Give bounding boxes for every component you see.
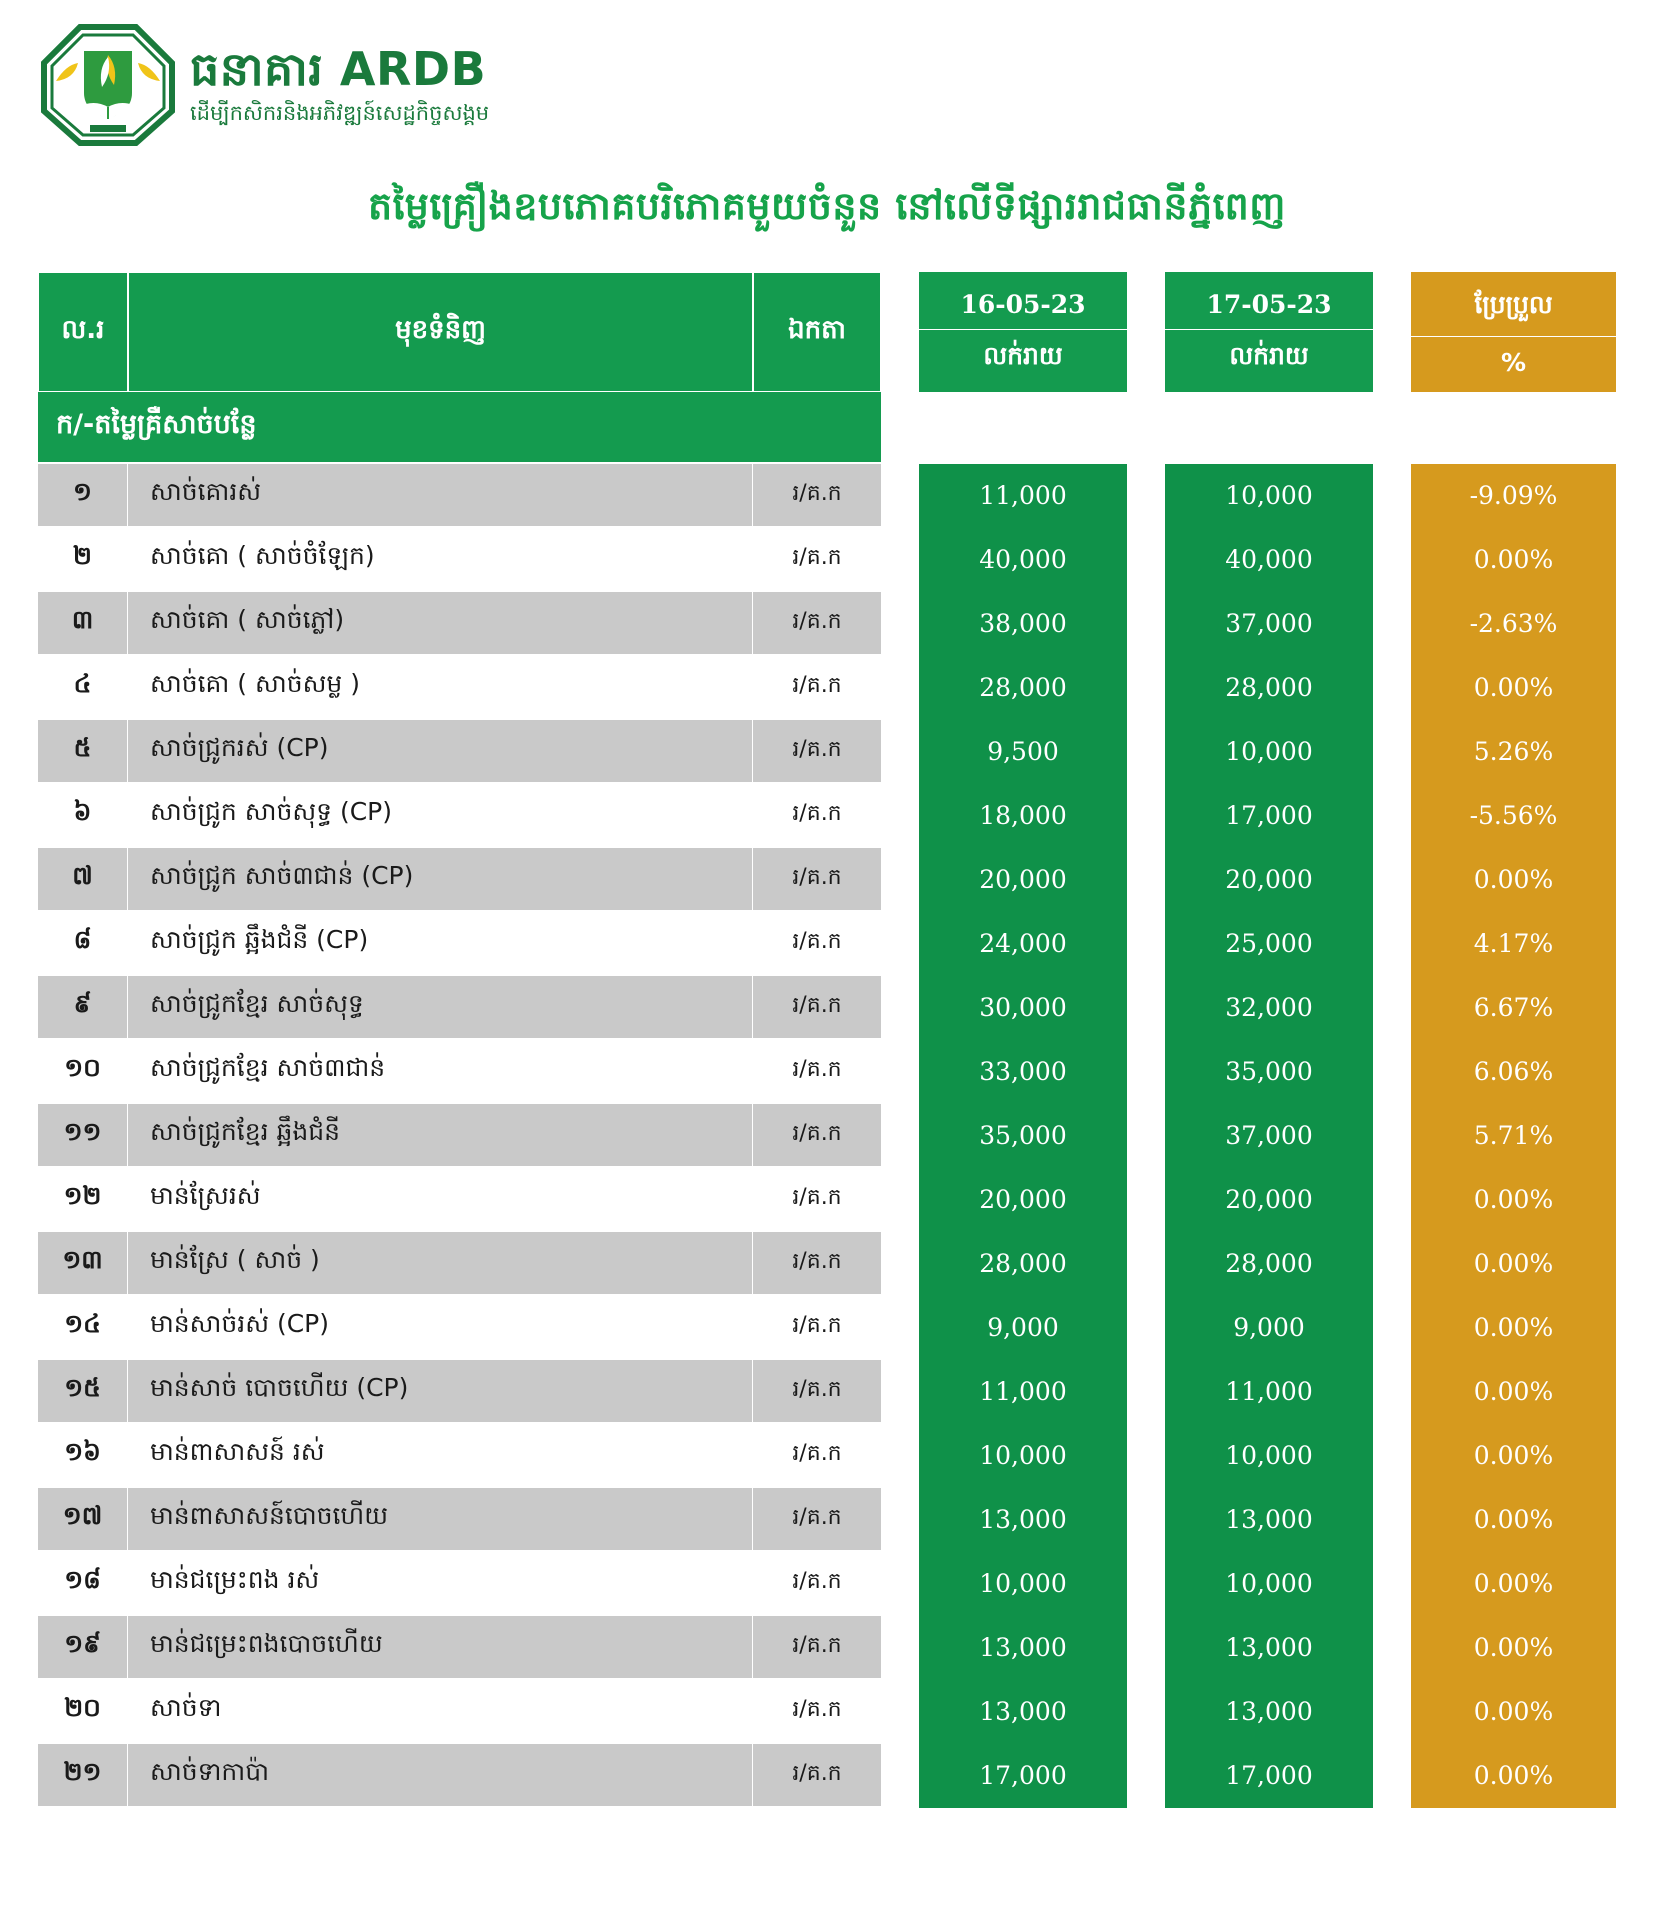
table-row xyxy=(38,464,1616,528)
row-price-date2: 13,000 xyxy=(1165,1488,1373,1552)
row-number: ១៧ xyxy=(38,1488,128,1552)
spacer-cell xyxy=(1127,1232,1165,1296)
spacer-cell xyxy=(881,976,919,1040)
row-price-date1: 11,000 xyxy=(919,1360,1127,1424)
spacer-cell xyxy=(1127,1488,1165,1552)
row-change-pct: 0.00% xyxy=(1411,1680,1616,1744)
spacer-cell xyxy=(1373,1488,1411,1552)
spacer-cell xyxy=(1373,1040,1411,1104)
row-price-date2: 11,000 xyxy=(1165,1360,1373,1424)
spacer-cell xyxy=(881,1680,919,1744)
spacer-cell xyxy=(1127,464,1165,528)
row-price-date1: 20,000 xyxy=(919,848,1127,912)
row-item-name: សាច់ជ្រូករស់ (CP) xyxy=(128,720,753,784)
table-row xyxy=(38,848,1616,912)
row-item-name: មាន់សាច់រស់ (CP) xyxy=(128,1296,753,1360)
table-row xyxy=(38,1616,1616,1680)
row-price-date1: 13,000 xyxy=(919,1680,1127,1744)
spacer-cell xyxy=(1373,1296,1411,1360)
spacer-cell xyxy=(1373,392,1411,464)
spacer-2 xyxy=(1127,272,1165,392)
row-number: ១០ xyxy=(38,1040,128,1104)
row-number: ៥ xyxy=(38,720,128,784)
row-item-name: មាន់ជម្រេះពង រស់ xyxy=(128,1552,753,1616)
spacer-cell xyxy=(881,1360,919,1424)
spacer-cell xyxy=(881,592,919,656)
spacer-cell xyxy=(1127,1744,1165,1808)
spacer-cell xyxy=(881,464,919,528)
spacer-cell xyxy=(1373,1616,1411,1680)
row-number: ១១ xyxy=(38,1104,128,1168)
row-price-date2: 40,000 xyxy=(1165,528,1373,592)
table-row xyxy=(38,912,1616,976)
row-change-pct: 0.00% xyxy=(1411,656,1616,720)
row-change-pct: 0.00% xyxy=(1411,1232,1616,1296)
row-price-date2: 10,000 xyxy=(1165,1552,1373,1616)
row-unit: រ/គ.ក xyxy=(753,976,881,1040)
spacer-cell xyxy=(1127,784,1165,848)
row-price-date2: 10,000 xyxy=(1165,464,1373,528)
row-number: ៣ xyxy=(38,592,128,656)
row-price-date2: 9,000 xyxy=(1165,1296,1373,1360)
logo-text-block xyxy=(190,44,489,126)
row-change-pct: 0.00% xyxy=(1411,1360,1616,1424)
row-unit: រ/គ.ក xyxy=(753,1232,881,1296)
spacer-cell xyxy=(1127,1040,1165,1104)
spacer-cell xyxy=(881,1232,919,1296)
row-number: ៨ xyxy=(38,912,128,976)
spacer-cell xyxy=(881,392,919,464)
spacer-cell xyxy=(1373,1680,1411,1744)
table-row xyxy=(38,1168,1616,1232)
row-price-date1: 13,000 xyxy=(919,1616,1127,1680)
row-change-pct: 4.17% xyxy=(1411,912,1616,976)
col-header-no: ល.រ xyxy=(38,272,128,392)
row-change-pct: 0.00% xyxy=(1411,848,1616,912)
row-number: ១៦ xyxy=(38,1424,128,1488)
row-item-name: សាច់ជ្រូកខ្មែរ ឆ្អឹងជំនី xyxy=(128,1104,753,1168)
row-price-date1: 35,000 xyxy=(919,1104,1127,1168)
col-header-date2 xyxy=(1165,272,1373,392)
row-price-date1: 33,000 xyxy=(919,1040,1127,1104)
spacer-cell xyxy=(1373,912,1411,976)
row-unit: រ/គ.ក xyxy=(753,784,881,848)
spacer-3 xyxy=(1373,272,1411,392)
col-header-date2-label: លក់រាយ xyxy=(1229,340,1309,370)
section-blank-1 xyxy=(919,392,1127,464)
section-row xyxy=(38,392,1616,464)
row-price-date1: 40,000 xyxy=(919,528,1127,592)
row-unit: រ/គ.ក xyxy=(753,912,881,976)
spacer-cell xyxy=(1373,1424,1411,1488)
col-header-unit: ឯកតា xyxy=(753,272,881,392)
spacer-cell xyxy=(881,1424,919,1488)
row-unit: រ/គ.ក xyxy=(753,1296,881,1360)
row-unit: រ/គ.ក xyxy=(753,1552,881,1616)
spacer-cell xyxy=(1127,1360,1165,1424)
row-unit: រ/គ.ក xyxy=(753,1744,881,1808)
spacer-cell xyxy=(881,1104,919,1168)
spacer-cell xyxy=(1127,976,1165,1040)
row-unit: រ/គ.ក xyxy=(753,464,881,528)
row-price-date1: 9,000 xyxy=(919,1296,1127,1360)
row-price-date1: 20,000 xyxy=(919,1168,1127,1232)
row-number: ៧ xyxy=(38,848,128,912)
table-row xyxy=(38,784,1616,848)
spacer-1 xyxy=(881,272,919,392)
row-price-date1: 17,000 xyxy=(919,1744,1127,1808)
spacer-cell xyxy=(881,912,919,976)
spacer-cell xyxy=(1373,1744,1411,1808)
row-unit: រ/គ.ក xyxy=(753,1104,881,1168)
row-item-name: សាច់ជ្រូក សាច់សុទ្ធ (CP) xyxy=(128,784,753,848)
price-table-container xyxy=(0,272,1654,1808)
spacer-cell xyxy=(881,528,919,592)
row-price-date1: 24,000 xyxy=(919,912,1127,976)
section-blank-2 xyxy=(1165,392,1373,464)
row-item-name: មាន់ពាសាសន៍ រស់ xyxy=(128,1424,753,1488)
row-unit: រ/គ.ក xyxy=(753,656,881,720)
table-row xyxy=(38,1232,1616,1296)
row-price-date2: 28,000 xyxy=(1165,656,1373,720)
section-blank-3 xyxy=(1411,392,1616,464)
spacer-cell xyxy=(1127,1616,1165,1680)
bank-name: ធនាគារ ARDB xyxy=(190,42,487,97)
spacer-cell xyxy=(1127,528,1165,592)
spacer-cell xyxy=(881,784,919,848)
row-change-pct: 0.00% xyxy=(1411,1552,1616,1616)
row-unit: រ/គ.ក xyxy=(753,1616,881,1680)
row-item-name: សាច់គោរស់ xyxy=(128,464,753,528)
row-price-date2: 37,000 xyxy=(1165,592,1373,656)
row-price-date2: 20,000 xyxy=(1165,1168,1373,1232)
row-item-name: មាន់ស្រែរស់ xyxy=(128,1168,753,1232)
section-title: ក/-តម្លៃគ្រឺសាច់បន្លែ xyxy=(38,392,881,464)
spacer-cell xyxy=(881,1040,919,1104)
col-header-change xyxy=(1411,272,1616,392)
row-price-date2: 35,000 xyxy=(1165,1040,1373,1104)
spacer-cell xyxy=(1127,1680,1165,1744)
spacer-cell xyxy=(1127,656,1165,720)
col-header-date1 xyxy=(919,272,1127,392)
table-row xyxy=(38,592,1616,656)
row-price-date2: 20,000 xyxy=(1165,848,1373,912)
row-price-date1: 38,000 xyxy=(919,592,1127,656)
row-item-name: មាន់ពាសាសន៍បោចហើយ xyxy=(128,1488,753,1552)
row-price-date1: 11,000 xyxy=(919,464,1127,528)
spacer-cell xyxy=(1127,592,1165,656)
row-change-pct: 6.67% xyxy=(1411,976,1616,1040)
row-number: ១ xyxy=(38,464,128,528)
table-body xyxy=(38,392,1616,1808)
table-row xyxy=(38,1360,1616,1424)
spacer-cell xyxy=(1127,1424,1165,1488)
row-item-name: សាច់ទា xyxy=(128,1680,753,1744)
row-price-date2: 17,000 xyxy=(1165,1744,1373,1808)
spacer-cell xyxy=(1373,720,1411,784)
table-row xyxy=(38,1296,1616,1360)
spacer-cell xyxy=(1127,912,1165,976)
row-price-date1: 18,000 xyxy=(919,784,1127,848)
row-price-date2: 10,000 xyxy=(1165,720,1373,784)
col-header-date1-label: លក់រាយ xyxy=(983,340,1063,370)
row-number: ៤ xyxy=(38,656,128,720)
row-price-date2: 32,000 xyxy=(1165,976,1373,1040)
row-change-pct: 0.00% xyxy=(1411,1616,1616,1680)
row-change-pct: 6.06% xyxy=(1411,1040,1616,1104)
row-item-name: សាច់ជ្រូកខ្មែរ សាច់៣ជាន់ xyxy=(128,1040,753,1104)
row-change-pct: 5.26% xyxy=(1411,720,1616,784)
table-header xyxy=(38,272,1616,392)
row-number: ៩ xyxy=(38,976,128,1040)
spacer-cell xyxy=(1127,848,1165,912)
row-number: ២ xyxy=(38,528,128,592)
row-number: ២១ xyxy=(38,1744,128,1808)
row-change-pct: 0.00% xyxy=(1411,1296,1616,1360)
row-change-pct: 5.71% xyxy=(1411,1104,1616,1168)
row-number: ១២ xyxy=(38,1168,128,1232)
row-number: ១៤ xyxy=(38,1296,128,1360)
row-item-name: សាច់ជ្រូក ឆ្អឹងជំនី (CP) xyxy=(128,912,753,976)
spacer-cell xyxy=(1127,720,1165,784)
row-item-name: សាច់ជ្រូកខ្មែរ សាច់សុទ្ធ xyxy=(128,976,753,1040)
spacer-cell xyxy=(1373,656,1411,720)
row-change-pct: -5.56% xyxy=(1411,784,1616,848)
row-change-pct: 0.00% xyxy=(1411,528,1616,592)
spacer-cell xyxy=(1127,392,1165,464)
row-item-name: មាន់ស្រែ ( សាច់ ) xyxy=(128,1232,753,1296)
row-price-date2: 13,000 xyxy=(1165,1680,1373,1744)
spacer-cell xyxy=(1373,1104,1411,1168)
table-row xyxy=(38,1744,1616,1808)
page-header xyxy=(0,0,1654,140)
row-number: ១៨ xyxy=(38,1552,128,1616)
spacer-cell xyxy=(1127,1104,1165,1168)
row-unit: រ/គ.ក xyxy=(753,848,881,912)
row-price-date1: 13,000 xyxy=(919,1488,1127,1552)
row-price-date1: 10,000 xyxy=(919,1552,1127,1616)
row-price-date2: 17,000 xyxy=(1165,784,1373,848)
row-number: ១៣ xyxy=(38,1232,128,1296)
spacer-cell xyxy=(1373,1552,1411,1616)
spacer-cell xyxy=(881,1488,919,1552)
row-change-pct: 0.00% xyxy=(1411,1488,1616,1552)
spacer-cell xyxy=(1373,976,1411,1040)
table-row xyxy=(38,1680,1616,1744)
row-unit: រ/គ.ក xyxy=(753,1488,881,1552)
row-unit: រ/គ.ក xyxy=(753,1680,881,1744)
row-change-pct: -9.09% xyxy=(1411,464,1616,528)
bank-tagline: ដើម្បីកសិករនិងអភិវឌ្ឍន៍សេដ្ឋកិច្ចសង្គម xyxy=(190,100,490,125)
spacer-cell xyxy=(1373,784,1411,848)
spacer-cell xyxy=(881,848,919,912)
spacer-cell xyxy=(881,1168,919,1232)
row-unit: រ/គ.ក xyxy=(753,1424,881,1488)
row-price-date1: 28,000 xyxy=(919,1232,1127,1296)
row-number: ១៥ xyxy=(38,1360,128,1424)
spacer-cell xyxy=(1373,464,1411,528)
row-number: ៦ xyxy=(38,784,128,848)
table-row xyxy=(38,1552,1616,1616)
row-number: ២០ xyxy=(38,1680,128,1744)
page-title: តម្លៃគ្រឿងឧបភោគបរិភោគមួយចំនួន នៅលើទីផ្សាររាជធានីភ្នំពេញ xyxy=(368,184,1286,228)
table-row xyxy=(38,1488,1616,1552)
row-item-name: សាច់គោ ( សាច់ចំឡែក) xyxy=(128,528,753,592)
col-header-date1-date: 16-05-23 xyxy=(919,278,1127,330)
row-unit: រ/គ.ក xyxy=(753,1040,881,1104)
row-item-name: មាន់ជម្រេះពងបោចហើយ xyxy=(128,1616,753,1680)
row-price-date2: 28,000 xyxy=(1165,1232,1373,1296)
row-item-name: សាច់គោ ( សាច់ភ្លៅ) xyxy=(128,592,753,656)
table-row xyxy=(38,528,1616,592)
spacer-cell xyxy=(881,720,919,784)
row-item-name: មាន់សាច់ បោចហើយ (CP) xyxy=(128,1360,753,1424)
ardb-logo-icon xyxy=(38,21,178,149)
spacer-cell xyxy=(1373,1232,1411,1296)
row-change-pct: 0.00% xyxy=(1411,1424,1616,1488)
row-unit: រ/គ.ក xyxy=(753,720,881,784)
col-header-date2-date: 17-05-23 xyxy=(1165,278,1373,330)
spacer-cell xyxy=(1127,1168,1165,1232)
row-item-name: សាច់គោ ( សាច់សម្ល ) xyxy=(128,656,753,720)
row-price-date1: 10,000 xyxy=(919,1424,1127,1488)
spacer-cell xyxy=(1373,1360,1411,1424)
row-price-date1: 9,500 xyxy=(919,720,1127,784)
row-change-pct: 0.00% xyxy=(1411,1744,1616,1808)
row-price-date1: 30,000 xyxy=(919,976,1127,1040)
row-change-pct: -2.63% xyxy=(1411,592,1616,656)
spacer-cell xyxy=(1127,1552,1165,1616)
spacer-cell xyxy=(1373,848,1411,912)
price-table xyxy=(38,272,1616,1808)
row-price-date2: 25,000 xyxy=(1165,912,1373,976)
spacer-cell xyxy=(881,1296,919,1360)
row-change-pct: 0.00% xyxy=(1411,1168,1616,1232)
spacer-cell xyxy=(881,1552,919,1616)
table-row xyxy=(38,1040,1616,1104)
col-header-item: មុខទំនិញ xyxy=(128,272,753,392)
row-price-date2: 10,000 xyxy=(1165,1424,1373,1488)
spacer-cell xyxy=(881,656,919,720)
spacer-cell xyxy=(881,1616,919,1680)
row-item-name: សាច់ទាកាប៉ា xyxy=(128,1744,753,1808)
row-unit: រ/គ.ក xyxy=(753,528,881,592)
table-row xyxy=(38,720,1616,784)
table-row xyxy=(38,976,1616,1040)
spacer-cell xyxy=(1127,1296,1165,1360)
row-price-date2: 37,000 xyxy=(1165,1104,1373,1168)
row-price-date2: 13,000 xyxy=(1165,1616,1373,1680)
row-item-name: សាច់ជ្រូក សាច់៣ជាន់ (CP) xyxy=(128,848,753,912)
spacer-cell xyxy=(1373,528,1411,592)
col-header-change-label: ប្រែប្រួល xyxy=(1411,278,1616,337)
row-number: ១៩ xyxy=(38,1616,128,1680)
table-row xyxy=(38,656,1616,720)
row-unit: រ/គ.ក xyxy=(753,1360,881,1424)
spacer-cell xyxy=(1373,592,1411,656)
spacer-cell xyxy=(1373,1168,1411,1232)
row-price-date1: 28,000 xyxy=(919,656,1127,720)
table-row xyxy=(38,1424,1616,1488)
spacer-cell xyxy=(881,1744,919,1808)
table-row xyxy=(38,1104,1616,1168)
col-header-change-unit: % xyxy=(1500,347,1527,377)
row-unit: រ/គ.ក xyxy=(753,592,881,656)
row-unit: រ/គ.ក xyxy=(753,1168,881,1232)
